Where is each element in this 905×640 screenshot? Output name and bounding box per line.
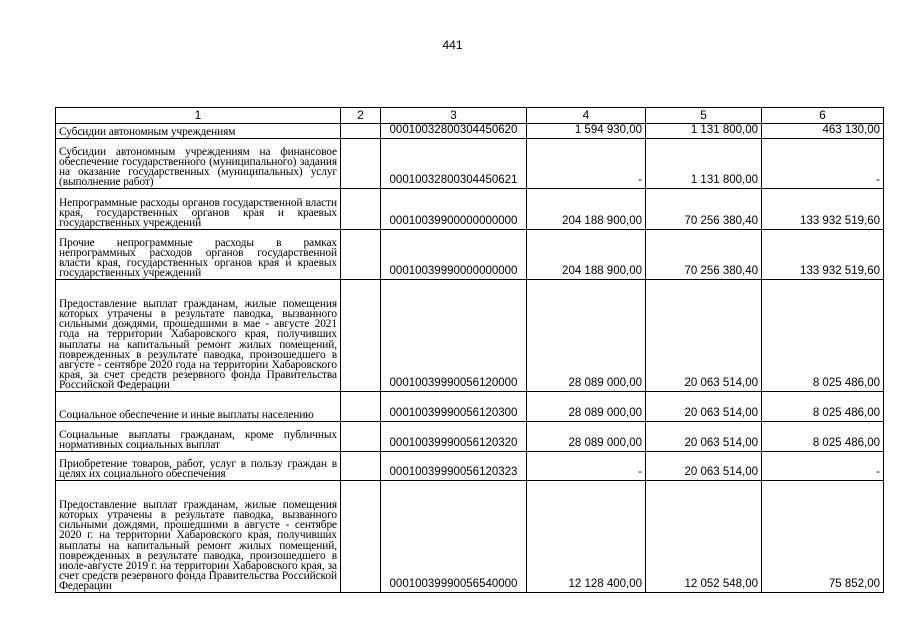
row-value-6: 463 130,00 — [762, 124, 884, 139]
table-row — [56, 280, 884, 392]
table-row — [56, 392, 884, 422]
row-code: 00010039990056120323 — [381, 452, 527, 481]
row-value-5: 1 131 800,00 — [646, 139, 762, 189]
row-name: Субсидии автономным учреждениям на финансовое обеспечение государственного (муниципального) задания на оказание государственных (муниципальных) услуг (выполнение работ) — [56, 139, 341, 189]
row-name: Предоставление выплат гражданам, жилые помещения которых утрачены в результате паводка, вызванного сильными дождями, прошедшими в августе - сентябре 2020 г. на территории Хабаровского края, получивших выплаты на капитальный ремонт жилых помещений, поврежденных в результате паводка, произошедшего в июле-августе 2019 г. на территории Хабаровского края, за счет средств резервного фонда Правительства Российской Федерации — [56, 481, 341, 593]
row-name: Приобретение товаров, работ, услуг в пользу граждан в целях их социального обеспечения — [56, 452, 341, 481]
header-col-3: 3 — [381, 108, 527, 124]
row-name: Непрограммные расходы органов государственной власти края, государственных органов края и краевых государственных учреждений — [56, 189, 341, 230]
row-name: Предоставление выплат гражданам, жилые помещения которых утрачены в результате паводка, вызванного сильными дождями, прошедшими в мае - августе 2021 года на территории Хабаровского края, получивших выплаты на капитальный ремонт жилых помещений, поврежденных в результате паводка, произошедшего в августе - сентябре 2020 года на территории Хабаровского края, за счет средств резервного фонда Правительства Российской Федерации — [56, 280, 341, 392]
row-value-6: 8 025 486,00 — [762, 392, 884, 422]
table-row — [56, 422, 884, 452]
row-col2 — [341, 452, 381, 481]
row-value-6: - — [762, 139, 884, 189]
header-col-6: 6 — [762, 108, 884, 124]
row-code: 00010039990056120320 — [381, 422, 527, 452]
table-row — [56, 124, 884, 139]
header-col-1: 1 — [56, 108, 341, 124]
row-value-4: 28 089 000,00 — [527, 392, 646, 422]
table-row — [56, 139, 884, 189]
row-name: Прочие непрограммные расходы в рамках непрограммных расходов органов государственной власти края, государственных органов края и краевых государственных учреждений — [56, 230, 341, 280]
page-number: 441 — [442, 38, 463, 52]
header-col-2: 2 — [341, 108, 381, 124]
row-value-6: - — [762, 452, 884, 481]
row-code: 00010032800304450621 — [381, 139, 527, 189]
row-value-6: 8 025 486,00 — [762, 280, 884, 392]
row-value-6: 133 932 519,60 — [762, 230, 884, 280]
row-col2 — [341, 280, 381, 392]
row-value-5: 20 063 514,00 — [646, 280, 762, 392]
row-value-5: 70 256 380,40 — [646, 230, 762, 280]
header-col-5: 5 — [646, 108, 762, 124]
row-code: 00010032800304450620 — [381, 124, 527, 139]
row-col2 — [341, 422, 381, 452]
row-value-4: 28 089 000,00 — [527, 280, 646, 392]
row-value-5: 1 131 800,00 — [646, 124, 762, 139]
row-value-4: - — [527, 452, 646, 481]
table-row — [56, 481, 884, 593]
row-name: Социальные выплаты гражданам, кроме публичных нормативных социальных выплат — [56, 422, 341, 452]
row-name: Субсидии автономным учреждениям — [56, 124, 341, 139]
row-value-4: 28 089 000,00 — [527, 422, 646, 452]
row-value-4: 1 594 930,00 — [527, 124, 646, 139]
row-name: Социальное обеспечение и иные выплаты населению — [56, 392, 341, 422]
table-row — [56, 189, 884, 230]
row-code: 00010039990056120000 — [381, 280, 527, 392]
table-row — [56, 230, 884, 280]
row-value-6: 133 932 519,60 — [762, 189, 884, 230]
row-value-5: 20 063 514,00 — [646, 452, 762, 481]
row-code: 00010039990056120300 — [381, 392, 527, 422]
budget-table — [55, 107, 884, 593]
row-col2 — [341, 189, 381, 230]
table-header-row — [56, 108, 884, 124]
row-value-4: 204 188 900,00 — [527, 230, 646, 280]
row-col2 — [341, 124, 381, 139]
row-value-5: 12 052 548,00 — [646, 481, 762, 593]
row-value-4: - — [527, 139, 646, 189]
row-value-5: 20 063 514,00 — [646, 392, 762, 422]
row-col2 — [341, 481, 381, 593]
row-value-5: 20 063 514,00 — [646, 422, 762, 452]
table-row — [56, 452, 884, 481]
row-value-6: 75 852,00 — [762, 481, 884, 593]
row-value-6: 8 025 486,00 — [762, 422, 884, 452]
row-value-5: 70 256 380,40 — [646, 189, 762, 230]
row-code: 00010039990056540000 — [381, 481, 527, 593]
row-col2 — [341, 230, 381, 280]
header-col-4: 4 — [527, 108, 646, 124]
row-value-4: 204 188 900,00 — [527, 189, 646, 230]
row-code: 00010039900000000000 — [381, 189, 527, 230]
row-col2 — [341, 139, 381, 189]
row-code: 00010039990000000000 — [381, 230, 527, 280]
row-col2 — [341, 392, 381, 422]
row-value-4: 12 128 400,00 — [527, 481, 646, 593]
